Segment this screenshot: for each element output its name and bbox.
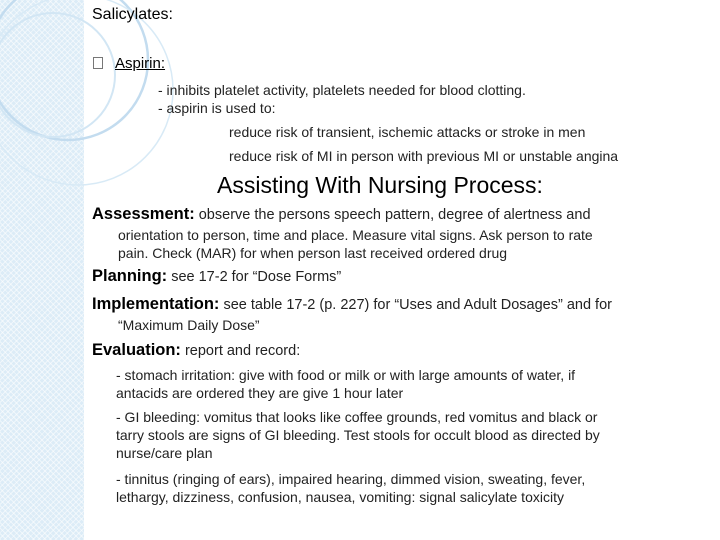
- evaluation-item-1: - stomach irritation: give with food or milk or with large amounts of water, if: [116, 367, 576, 383]
- assessment-cont-2: pain. Check (MAR) for when person last received ordered drug: [118, 245, 508, 261]
- page-title: Salicylates:: [92, 6, 173, 23]
- assessment-cont-1: orientation to person, time and place. Measure vital signs. Ask person to rate: [118, 227, 593, 243]
- left-decorative-band: [0, 0, 84, 540]
- planning-label: Planning:: [92, 267, 168, 285]
- assessment-line: [92, 205, 591, 224]
- implementation-cont: “Maximum Daily Dose”: [118, 317, 260, 333]
- aspirin-line-2: - aspirin is used to:: [158, 100, 276, 116]
- implementation-line: [92, 295, 612, 314]
- evaluation-item-5: nurse/care plan: [116, 445, 213, 461]
- planning-line: [92, 267, 341, 286]
- assessment-text: observe the persons speech pattern, degree of alertness and: [194, 207, 591, 223]
- aspirin-use-2: reduce risk of MI in person with previous MI or unstable angina: [229, 148, 619, 164]
- evaluation-line: [92, 341, 300, 360]
- evaluation-text: report and record:: [180, 343, 301, 359]
- evaluation-item-6: - tinnitus (ringing of ears), impaired hearing, dimmed vision, sweating, fever,: [116, 471, 586, 487]
- aspirin-line-1: - inhibits platelet activity, platelets needed for blood clotting.: [158, 82, 526, 98]
- planning-text: see 17-2 for “Dose Forms”: [167, 269, 342, 285]
- implementation-text: see table 17-2 (p. 227) for “Uses and Adult Dosages” and for: [219, 297, 612, 313]
- aspirin-label: Aspirin:: [115, 55, 166, 72]
- implementation-label: Implementation:: [92, 295, 220, 313]
- assessment-label: Assessment:: [92, 205, 195, 223]
- section-heading: Assisting With Nursing Process:: [217, 172, 543, 198]
- evaluation-item-3: - GI bleeding: vomitus that looks like coffee grounds, red vomitus and black or: [116, 409, 598, 425]
- evaluation-item-7: lethargy, dizziness, confusion, nausea, vomiting: signal salicylate toxicity: [116, 489, 564, 505]
- evaluation-item-2: antacids are ordered they are give 1 hour later: [116, 385, 404, 401]
- evaluation-item-4: tarry stools are signs of GI bleeding. Test stools for occult blood as directed by: [116, 427, 600, 443]
- evaluation-label: Evaluation:: [92, 341, 181, 359]
- aspirin-use-1: reduce risk of transient, ischemic attacks or stroke in men: [229, 124, 586, 140]
- square-bullet-icon: [93, 57, 103, 69]
